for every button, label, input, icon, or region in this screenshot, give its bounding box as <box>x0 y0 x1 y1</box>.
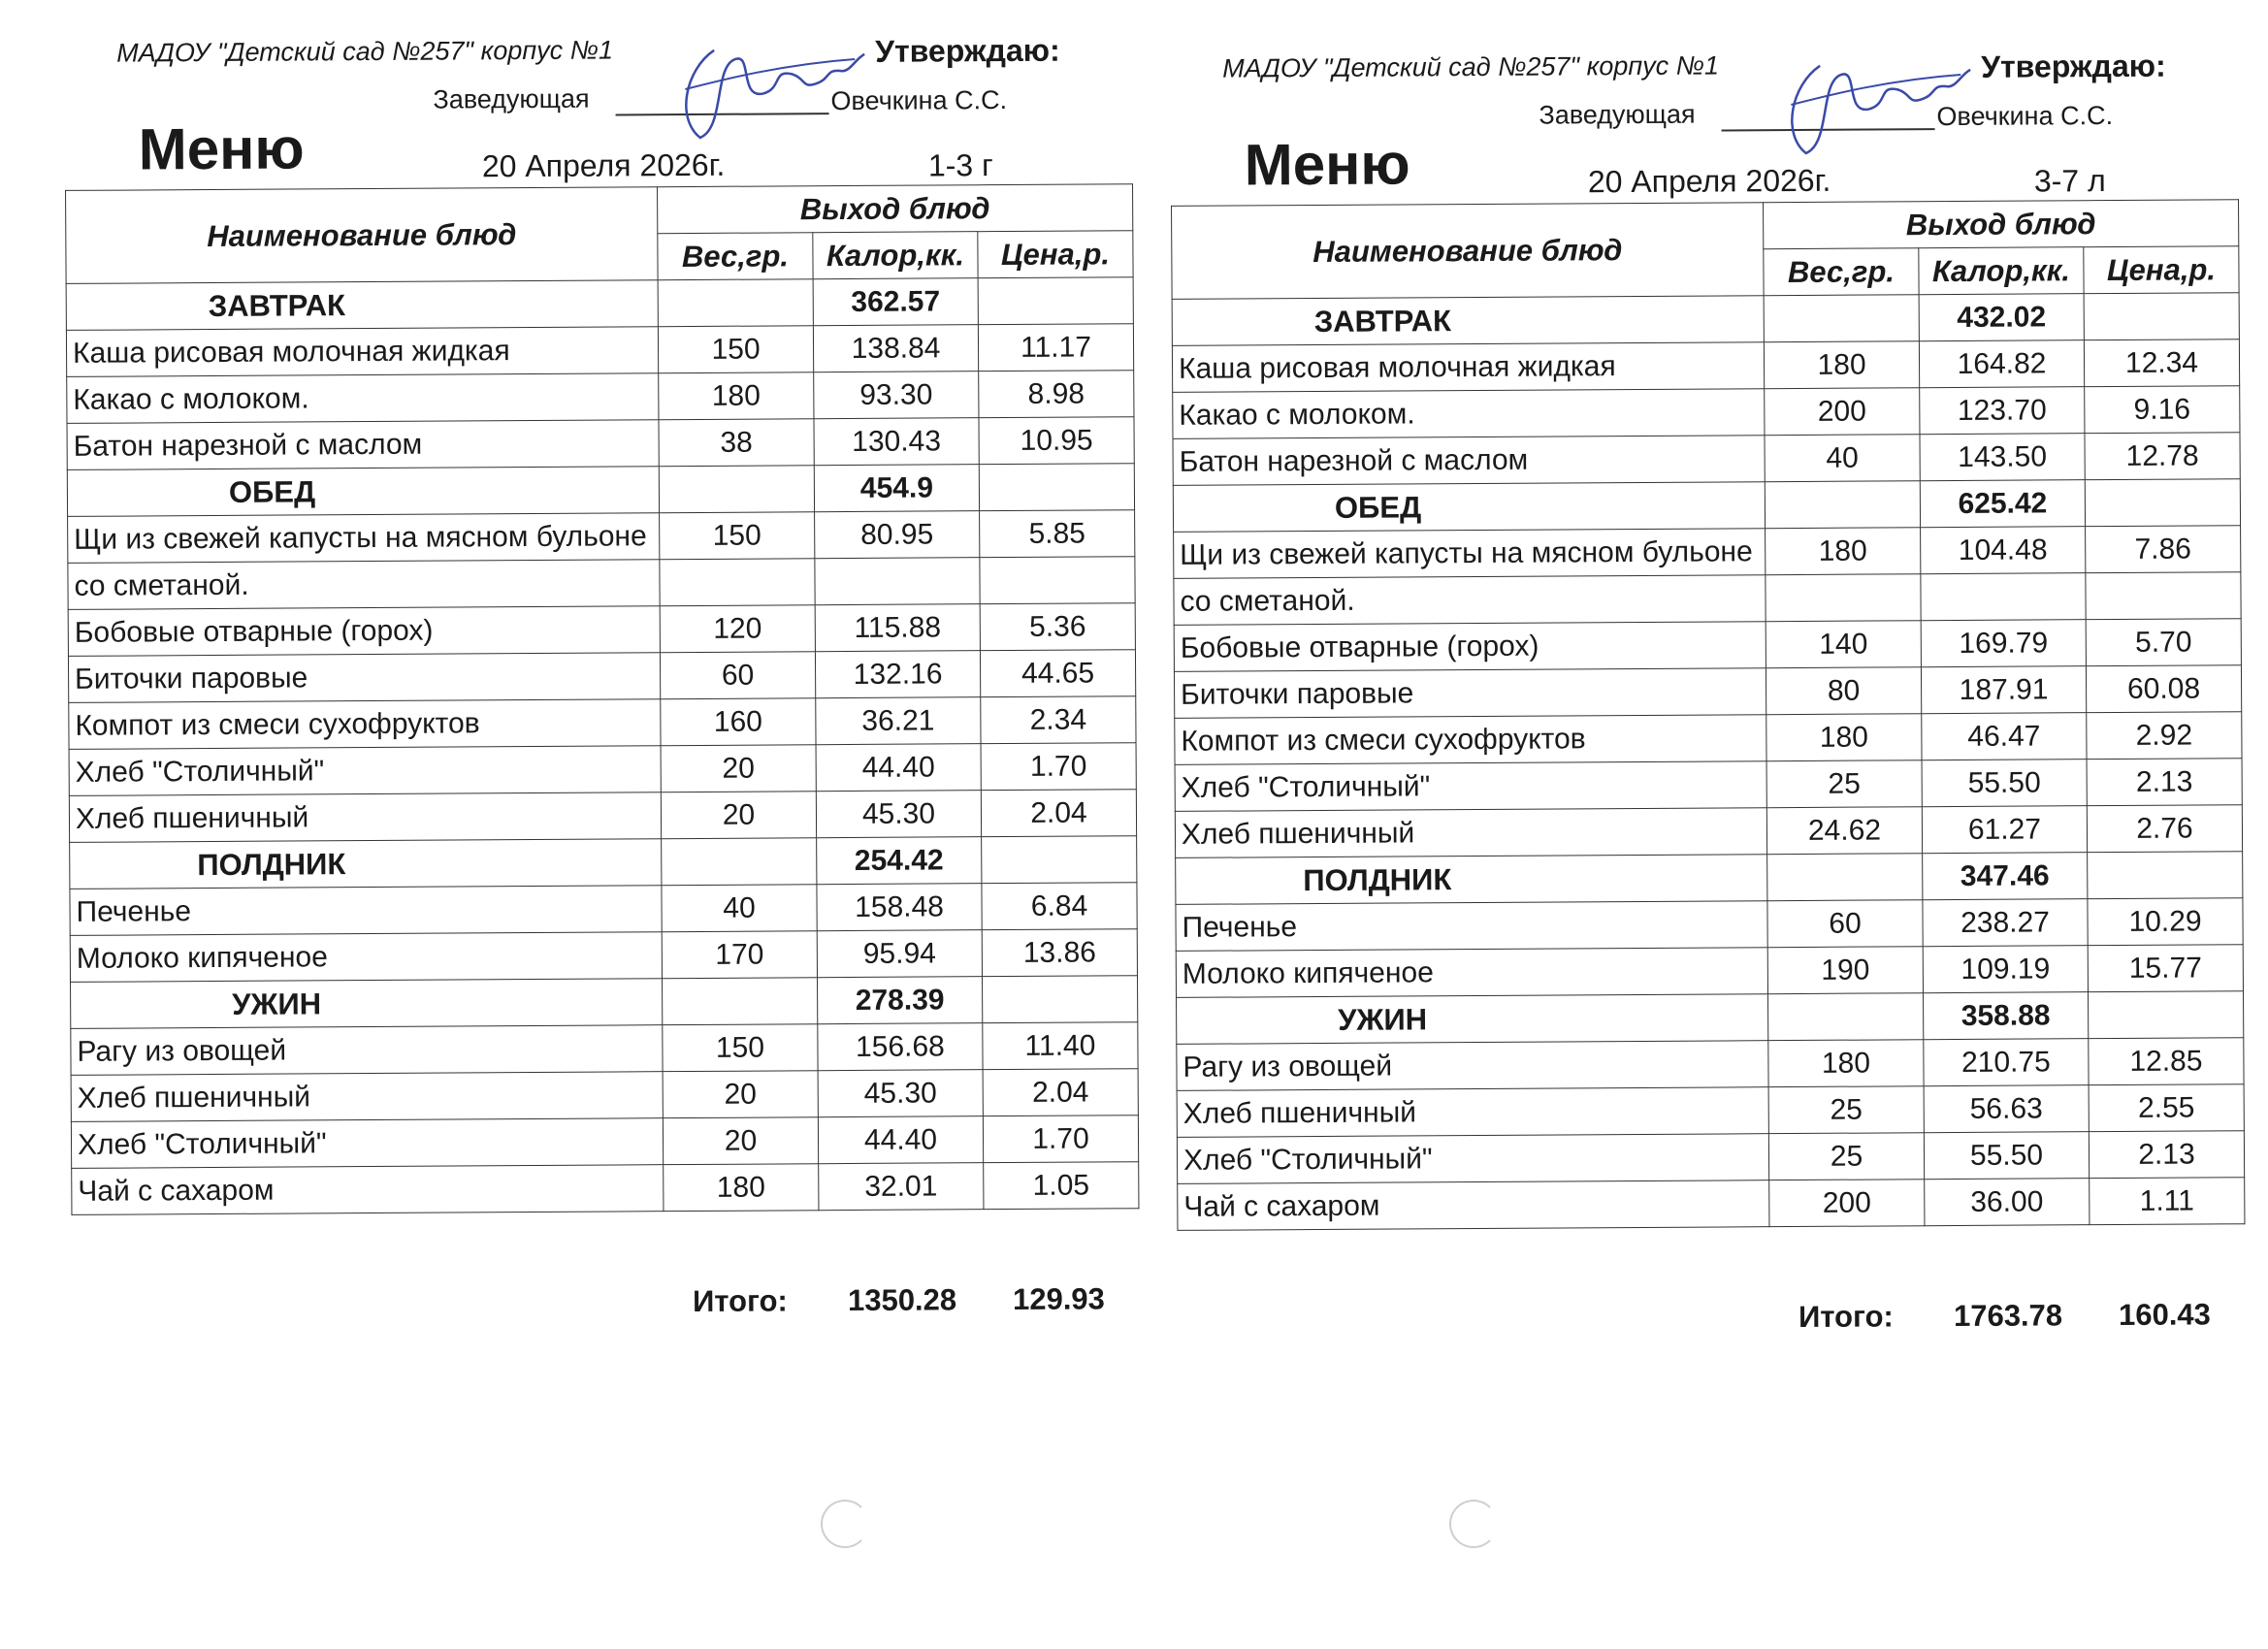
section-price-cell <box>979 464 1134 511</box>
dish-name: Батон нарезной с маслом <box>1173 436 1765 486</box>
dish-weight: 160 <box>661 698 816 746</box>
dish-kcal: 104.48 <box>1921 527 2086 574</box>
section-row <box>71 976 1138 1029</box>
dish-name: Печенье <box>1176 901 1767 952</box>
dish-weight: 20 <box>663 1071 818 1118</box>
section-weight-cell <box>663 978 818 1025</box>
dish-weight: 170 <box>662 931 817 979</box>
dish-weight: 25 <box>1768 1086 1924 1134</box>
dish-row <box>68 603 1135 657</box>
dish-price: 10.29 <box>2088 898 2243 946</box>
column-header-kcal: Калор,кк. <box>1919 247 2084 295</box>
section-row <box>1172 293 2239 346</box>
dish-price: 12.78 <box>2085 433 2240 480</box>
dish-weight: 190 <box>1767 947 1923 994</box>
dish-price <box>980 557 1135 604</box>
dish-price: 13.86 <box>982 929 1137 977</box>
section-title-cell <box>1177 994 1768 1045</box>
dish-price: 2.55 <box>2089 1084 2244 1132</box>
menu-table <box>65 183 1139 1215</box>
dish-kcal: 158.48 <box>817 884 982 931</box>
section-weight-cell <box>1767 854 1923 901</box>
dish-name: Печенье <box>70 886 662 936</box>
dish-kcal: 44.40 <box>818 1116 983 1164</box>
dish-name: Чай с сахаром <box>1178 1180 1769 1231</box>
menu-card-3-7 <box>1160 36 2259 1342</box>
head-name: Овечкина С.С. <box>830 85 1008 116</box>
dish-kcal: 143.50 <box>1920 434 2085 481</box>
dish-row <box>1175 712 2242 765</box>
dish-price: 2.76 <box>2087 805 2242 853</box>
head-role: Заведующая <box>1539 99 1696 130</box>
handwritten-signature <box>1752 46 1976 163</box>
dish-name: Рагу из овощей <box>1177 1041 1768 1091</box>
section-row <box>70 836 1137 889</box>
dish-name: Щи из свежей капусты на мясном бульоне <box>1174 529 1766 579</box>
dish-row <box>1176 945 2243 998</box>
dish-weight: 180 <box>664 1164 819 1212</box>
dish-kcal: 55.50 <box>1924 1132 2089 1180</box>
dish-row <box>68 557 1135 610</box>
dish-price: 2.34 <box>981 696 1136 744</box>
dish-name: Бобовые отварные (горох) <box>68 606 660 657</box>
dish-row <box>1172 340 2239 393</box>
section-title: ОБЕД <box>228 473 316 509</box>
dish-price: 2.04 <box>983 1069 1138 1116</box>
dish-price: 5.70 <box>2086 619 2241 666</box>
dish-kcal: 45.30 <box>818 1070 983 1117</box>
dish-weight: 200 <box>1765 388 1920 436</box>
column-header-weight: Вес,гр. <box>658 233 813 280</box>
dish-name: Компот из смеси сухофруктов <box>1175 715 1766 765</box>
section-kcal: 362.57 <box>813 278 978 326</box>
dish-row <box>70 883 1137 936</box>
dish-row <box>1175 805 2242 858</box>
section-kcal: 625.42 <box>1920 480 2085 528</box>
dish-name: Хлеб "Столичный" <box>1175 761 1766 812</box>
dish-row <box>71 1116 1138 1169</box>
section-weight-cell <box>658 279 813 327</box>
dish-price: 1.05 <box>984 1162 1139 1210</box>
dish-kcal: 130.43 <box>814 418 979 466</box>
dish-weight: 180 <box>1764 341 1919 389</box>
total-kcal: 1763.78 <box>1953 1298 2063 1334</box>
dish-row <box>71 1022 1138 1076</box>
section-price-cell <box>982 976 1137 1023</box>
head-role: Заведующая <box>433 83 590 114</box>
dish-row <box>68 510 1135 564</box>
dish-row <box>69 696 1136 750</box>
dish-weight: 25 <box>1766 760 1922 808</box>
dish-name: со сметаной. <box>1174 575 1766 626</box>
dish-weight: 150 <box>660 512 815 560</box>
column-header-output: Выход блюд <box>658 184 1133 234</box>
dish-row <box>1176 898 2243 952</box>
dish-row <box>1177 1038 2244 1091</box>
dish-price: 7.86 <box>2086 526 2241 573</box>
dish-kcal: 187.91 <box>1921 666 2086 714</box>
column-header-kcal: Калор,кк. <box>813 232 978 279</box>
menu-title: Меню <box>138 115 305 182</box>
dish-name: Хлеб пшеничный <box>1175 808 1766 858</box>
column-header-price: Цена,р. <box>2084 246 2239 294</box>
dish-row <box>68 650 1135 703</box>
dish-row <box>69 743 1136 796</box>
dish-kcal: 164.82 <box>1919 340 2084 388</box>
section-row <box>1173 479 2240 533</box>
dish-row <box>1173 386 2240 439</box>
handwritten-signature <box>646 30 870 147</box>
dish-kcal: 36.00 <box>1925 1179 2090 1226</box>
dish-name: Хлеб "Столичный" <box>69 746 661 796</box>
dish-kcal: 132.16 <box>815 651 980 698</box>
dish-price: 1.70 <box>981 743 1136 791</box>
section-title: ЗАВТРАК <box>1313 303 1452 339</box>
dish-name: Чай с сахаром <box>72 1165 664 1215</box>
dish-kcal: 36.21 <box>816 697 981 745</box>
dish-price: 1.11 <box>2090 1178 2245 1225</box>
dish-row <box>72 1162 1139 1215</box>
dish-weight: 60 <box>660 652 815 699</box>
dish-name: Хлеб пшеничный <box>1177 1087 1768 1138</box>
section-price-cell <box>2085 479 2240 527</box>
dish-price: 5.85 <box>980 510 1135 558</box>
section-price-cell <box>978 277 1133 325</box>
dish-price: 2.13 <box>2087 759 2242 806</box>
section-weight-cell <box>1768 993 1924 1041</box>
dish-name: Какао с молоком. <box>67 373 659 424</box>
dish-row <box>1177 1084 2244 1138</box>
section-price-cell <box>2084 293 2239 340</box>
section-title-cell <box>66 280 658 331</box>
dish-price: 8.98 <box>979 371 1134 418</box>
dish-price: 11.17 <box>978 324 1133 372</box>
dish-row <box>1174 526 2241 579</box>
total-price: 160.43 <box>2118 1297 2211 1332</box>
section-title-cell <box>71 979 663 1029</box>
column-header-weight: Вес,гр. <box>1764 248 1919 296</box>
dish-price <box>2086 572 2241 620</box>
column-header-output: Выход блюд <box>1764 200 2239 249</box>
dish-kcal: 61.27 <box>1922 806 2087 854</box>
dish-name: Щи из свежей капусты на мясном бульоне <box>68 513 660 564</box>
organization-name: МАДОУ "Детский сад №257" корпус №1 <box>1222 50 1720 83</box>
section-title: ЗАВТРАК <box>208 287 346 323</box>
dish-weight: 24.62 <box>1766 807 1922 855</box>
dish-weight: 180 <box>1768 1040 1924 1087</box>
dish-weight: 25 <box>1768 1133 1924 1180</box>
dish-weight: 150 <box>663 1024 818 1072</box>
section-title-cell <box>1172 296 1764 346</box>
dish-price: 2.13 <box>2089 1131 2244 1179</box>
section-kcal: 454.9 <box>814 465 979 512</box>
dish-row <box>67 371 1134 424</box>
dish-kcal: 156.68 <box>818 1023 983 1071</box>
age-group: 1-3 г <box>927 147 993 183</box>
section-kcal: 358.88 <box>1923 992 2088 1040</box>
dish-kcal: 45.30 <box>816 791 981 838</box>
dish-weight <box>660 559 815 606</box>
dish-price: 44.65 <box>980 650 1135 697</box>
dish-name: Какао с молоком. <box>1173 389 1765 439</box>
dish-name: Батон нарезной с маслом <box>67 420 659 470</box>
dish-kcal: 115.88 <box>815 604 980 652</box>
approve-label: Утверждаю: <box>1981 48 2166 84</box>
dish-price: 1.70 <box>983 1116 1138 1163</box>
scan-artifact-right <box>1449 1500 1498 1548</box>
dish-kcal: 55.50 <box>1922 760 2087 807</box>
dish-row <box>1177 1131 2244 1184</box>
dish-name: Молоко кипяченое <box>1176 948 1767 998</box>
section-weight-cell <box>1765 481 1920 529</box>
dish-weight: 20 <box>663 1117 818 1165</box>
dish-name: Хлеб "Столичный" <box>71 1118 663 1169</box>
dish-price: 15.77 <box>2088 945 2243 992</box>
section-row <box>1176 852 2243 905</box>
section-title-cell <box>70 839 662 889</box>
dish-row <box>70 929 1137 983</box>
organization-name: МАДОУ "Детский сад №257" корпус №1 <box>116 35 614 68</box>
section-title: УЖИН <box>1338 1001 1428 1037</box>
section-title: ОБЕД <box>1334 489 1422 525</box>
section-kcal: 432.02 <box>1919 294 2084 341</box>
dish-weight: 140 <box>1766 621 1921 668</box>
dish-name: Молоко кипяченое <box>70 932 662 983</box>
dish-weight: 150 <box>658 326 813 373</box>
dish-kcal: 80.95 <box>815 511 980 559</box>
dish-price: 5.36 <box>980 603 1135 651</box>
section-price-cell <box>2088 991 2243 1039</box>
dish-kcal: 138.84 <box>813 325 978 372</box>
section-row <box>67 464 1134 517</box>
dish-weight: 180 <box>659 372 814 420</box>
dish-weight: 40 <box>662 885 817 932</box>
menu-card-1-3 <box>54 20 1153 1327</box>
dish-row <box>71 1069 1138 1122</box>
menu-title: Меню <box>1244 131 1410 198</box>
total-kcal: 1350.28 <box>847 1282 957 1318</box>
dish-price: 12.85 <box>2089 1038 2244 1085</box>
section-row <box>1177 991 2244 1045</box>
dish-row <box>67 417 1134 470</box>
dish-name: со сметаной. <box>68 560 660 610</box>
dish-price: 11.40 <box>983 1022 1138 1070</box>
dish-kcal: 44.40 <box>816 744 981 792</box>
dish-row <box>1175 759 2242 812</box>
section-price-cell <box>982 836 1137 884</box>
dish-weight: 20 <box>661 792 816 839</box>
approve-label: Утверждаю: <box>875 32 1060 69</box>
dish-weight: 20 <box>661 745 816 792</box>
column-header-price: Цена,р. <box>978 231 1133 278</box>
menu-date: 20 Апреля 2026г. <box>481 146 726 184</box>
dish-row <box>1174 619 2241 672</box>
age-group: 3-7 л <box>2033 163 2106 199</box>
total-label: Итого: <box>1798 1299 1894 1335</box>
dish-kcal <box>815 558 980 605</box>
dish-row <box>1178 1178 2245 1231</box>
section-title: ПОЛДНИК <box>197 846 346 882</box>
section-row <box>66 277 1133 331</box>
dish-weight: 120 <box>660 605 815 653</box>
dish-row <box>1174 665 2241 719</box>
dish-kcal: 238.27 <box>1923 899 2088 947</box>
dish-name: Каша рисовая молочная жидкая <box>1172 342 1764 393</box>
dish-weight: 180 <box>1766 528 1921 575</box>
dish-name: Биточки паровые <box>1174 668 1766 719</box>
dish-price: 2.04 <box>981 790 1136 837</box>
dish-kcal: 109.19 <box>1923 946 2088 993</box>
dish-row <box>66 324 1133 377</box>
column-header-dish: Наименование блюд <box>66 187 659 284</box>
dish-weight: 40 <box>1765 435 1920 482</box>
dish-kcal: 123.70 <box>1920 387 2085 435</box>
dish-price: 9.16 <box>2085 386 2240 434</box>
column-header-dish: Наименование блюд <box>1172 203 1765 300</box>
header-row <box>1172 200 2239 253</box>
dish-name: Биточки паровые <box>68 653 660 703</box>
header-row <box>66 184 1133 238</box>
head-name: Овечкина С.С. <box>1936 101 2114 132</box>
dish-kcal: 32.01 <box>819 1163 984 1211</box>
section-title: УЖИН <box>232 986 322 1021</box>
dish-weight <box>1766 574 1921 622</box>
section-title-cell <box>1176 855 1767 905</box>
dish-name: Рагу из овощей <box>71 1025 663 1076</box>
menu-table <box>1171 199 2245 1231</box>
dish-kcal <box>1921 573 2086 621</box>
dish-name: Хлеб пшеничный <box>71 1072 663 1122</box>
section-title-cell <box>1173 482 1765 533</box>
scan-artifact-left <box>821 1500 869 1548</box>
total-label: Итого: <box>692 1283 788 1319</box>
dish-kcal: 46.47 <box>1922 713 2087 760</box>
dish-name: Компот из смеси сухофруктов <box>69 699 661 750</box>
dish-price: 12.34 <box>2084 340 2239 387</box>
dish-kcal: 93.30 <box>814 372 979 419</box>
dish-weight: 180 <box>1766 714 1922 761</box>
section-weight-cell <box>1764 295 1919 342</box>
dish-price: 60.08 <box>2086 665 2241 713</box>
dish-price: 6.84 <box>982 883 1137 930</box>
dish-name: Каша рисовая молочная жидкая <box>66 327 658 377</box>
dish-name: Хлеб пшеничный <box>69 792 661 843</box>
total-price: 129.93 <box>1012 1281 1105 1316</box>
menu-date: 20 Апреля 2026г. <box>1587 162 1831 200</box>
dish-row <box>69 790 1136 843</box>
dish-weight: 200 <box>1769 1180 1925 1227</box>
dish-row <box>1174 572 2241 626</box>
dish-kcal: 210.75 <box>1924 1039 2089 1086</box>
section-kcal: 254.42 <box>817 837 982 885</box>
dish-weight: 60 <box>1767 900 1923 948</box>
dish-kcal: 95.94 <box>817 930 982 978</box>
section-price-cell <box>2088 852 2243 899</box>
dish-weight: 80 <box>1766 667 1921 715</box>
dish-kcal: 56.63 <box>1924 1085 2089 1133</box>
section-weight-cell <box>659 466 814 513</box>
dish-row <box>1173 433 2240 486</box>
section-title: ПОЛДНИК <box>1303 861 1452 897</box>
dish-name: Бобовые отварные (горох) <box>1174 622 1766 672</box>
dish-weight: 38 <box>659 419 814 467</box>
section-weight-cell <box>662 838 817 886</box>
dish-kcal: 169.79 <box>1921 620 2086 667</box>
section-kcal: 347.46 <box>1923 853 2088 900</box>
dish-price: 10.95 <box>979 417 1134 465</box>
section-title-cell <box>67 467 659 517</box>
section-kcal: 278.39 <box>817 977 982 1024</box>
dish-price: 2.92 <box>2087 712 2242 760</box>
dish-name: Хлеб "Столичный" <box>1177 1134 1768 1184</box>
